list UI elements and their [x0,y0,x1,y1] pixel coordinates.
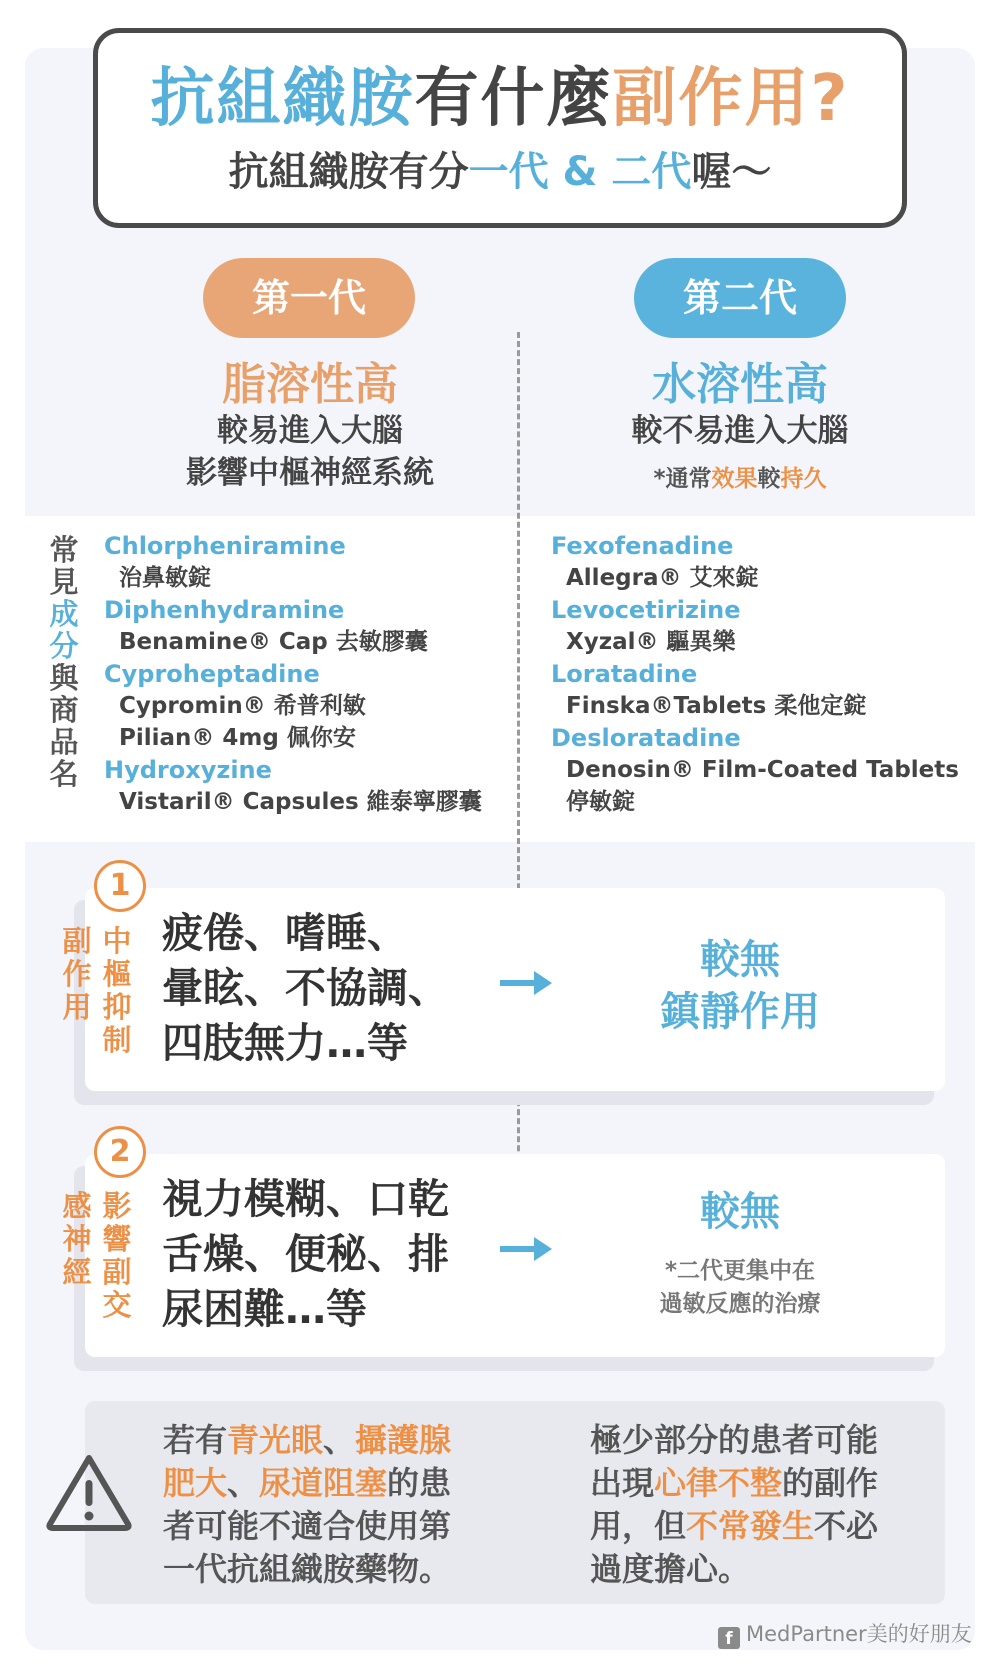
side-effect-1-label-left: 副 作 用 [62,924,92,1024]
warning-text-right: 極少部分的患者可能 出現心律不整的副作 用，但不常發生不必 過度擔心。 [590,1421,879,1588]
brand-name: Vistaril® Capsules 維泰寧膠囊 [119,789,482,815]
drug-name: Diphenhydramine [104,596,345,624]
brand-name: Allegra® 艾來錠 [566,565,759,591]
title-box [93,28,907,228]
second-gen-heading: 水溶性高 [652,359,828,410]
side-effect-2-label-right: 影 響 副 交 [102,1189,132,1322]
brand-name: Xyzal® 驅異樂 [566,629,736,655]
second-gen-description: 較不易進入大腦 [631,413,849,449]
first-gen-badge: 第一代 [203,258,415,338]
second-gen-note: *通常效果較持久 [653,466,827,492]
brand-name: Benamine® Cap 去敏膠囊 [119,629,428,655]
ingredients-label: 常 見 成 分 與 商 品 名 [49,533,79,791]
drug-name: Cyproheptadine [104,660,320,688]
brand-name: Denosin® Film-Coated Tablets [566,757,959,783]
drug-name: Levocetirizine [551,596,741,624]
first-gen-heading: 脂溶性高 [222,359,398,410]
drug-name: Fexofenadine [551,532,734,560]
number-badge-1: 1 [94,860,146,912]
side-effect-2-first-gen: 視力模糊、口乾 舌燥、便秘、排 尿困難…等 [162,1175,449,1333]
side-effect-1-second-gen: 較無 鎮靜作用 [660,937,820,1035]
side-effect-2-label-left: 感 神 經 [62,1189,92,1289]
first-gen-drug-list [104,530,482,818]
drug-name: Loratadine [551,660,698,688]
brand-name: 治鼻敏錠 [119,565,211,591]
first-gen-description: 較易進入大腦 影響中樞神經系統 [186,413,434,491]
second-gen-badge: 第二代 [634,258,846,338]
side-effect-2-note: *二代更集中在 過敏反應的治療 [659,1258,821,1317]
footer-credit: f MedPartner美的好朋友 [718,1618,972,1649]
page-title: 抗組織胺有什麼副作用? [150,62,850,136]
page-subtitle: 抗組織胺有分一代 & 二代喔～ [228,149,772,195]
second-gen-drug-list [551,530,959,818]
number-badge-2: 2 [94,1126,146,1178]
drug-name: Hydroxyzine [104,756,272,784]
side-effect-2-second-gen: 較無 [700,1189,780,1235]
drug-name: Desloratadine [551,724,741,752]
brand-name: Finska®Tablets 柔他定錠 [566,693,867,719]
warning-text-left: 若有青光眼、攝護腺 肥大、尿道阻塞的患 者可能不適合使用第 一代抗組織胺藥物。 [163,1421,452,1588]
warning-icon [44,1452,134,1532]
brand-name: 停敏錠 [566,789,635,815]
facebook-icon: f [718,1627,740,1649]
side-effect-1-label-right: 中 樞 抑 制 [102,924,132,1057]
brand-name: Cypromin® 希普利敏 [119,693,366,719]
drug-name: Chlorpheniramine [104,532,346,560]
side-effect-1-first-gen: 疲倦、嗜睡、 暈眩、不協調、 四肢無力…等 [162,909,449,1067]
brand-name: Pilian® 4mg 佩你安 [119,725,356,751]
